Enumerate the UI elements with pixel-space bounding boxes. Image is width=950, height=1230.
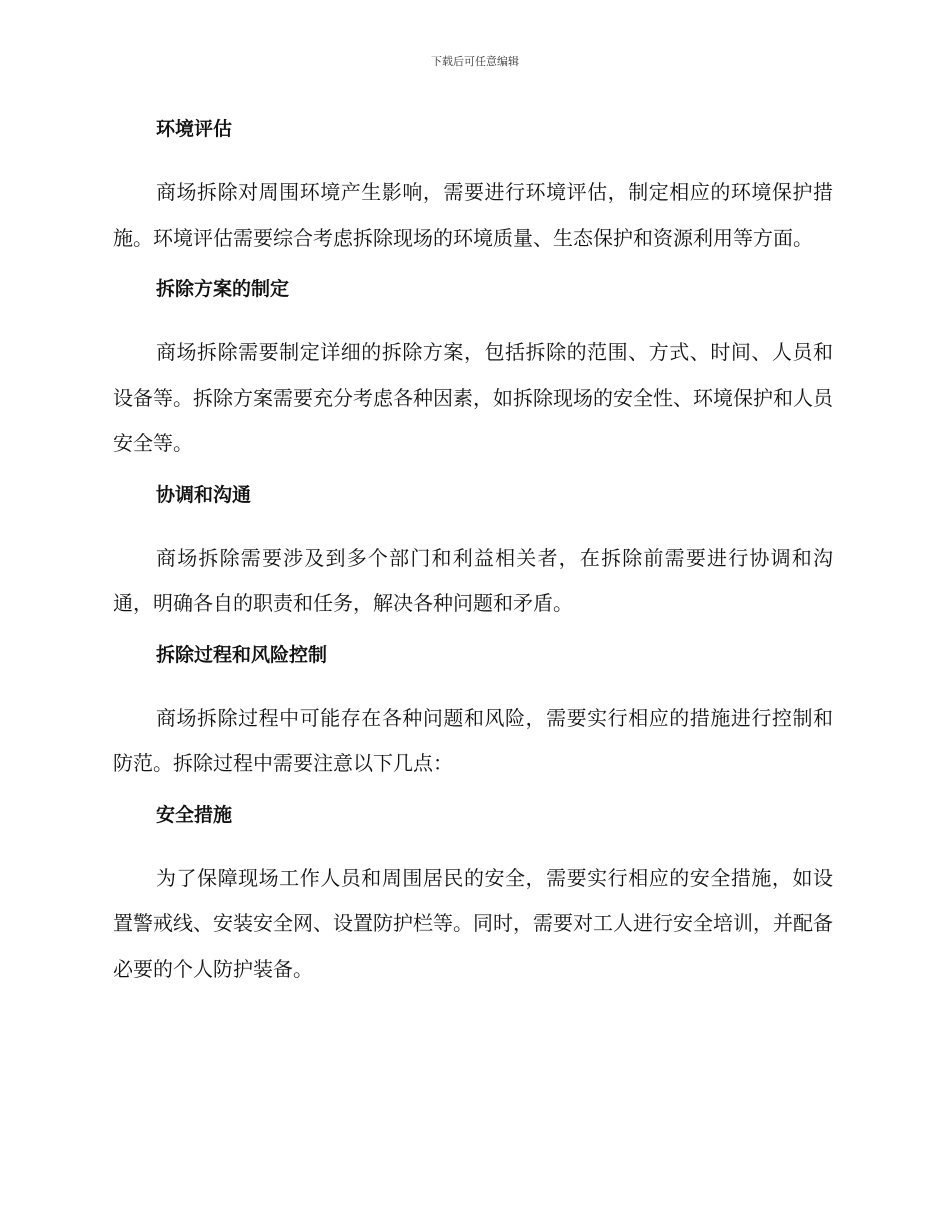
header-note: 下载后可任意编辑 (431, 55, 519, 68)
section-paragraph-environment-assessment: 商场拆除对周围环境产生影响，需要进行环境评估，制定相应的环境保护措施。环境评估需要综合考虑拆除现场的环境质量、生态保护和资源利用等方面。 (113, 180, 833, 250)
document-body (113, 113, 833, 1004)
section-heading-safety-measures: 安全措施 (156, 803, 233, 826)
section-paragraph-risk-control: 商场拆除过程中可能存在各种问题和风险，需要实行相应的措施进行控制和防范。拆除过程中需要注意以下几点： (113, 705, 833, 775)
page-header (0, 54, 950, 70)
section-heading-coordination: 协调和沟通 (156, 483, 252, 506)
section-heading-demolition-plan: 拆除方案的制定 (156, 278, 290, 300)
section-paragraph-safety-measures: 为了保障现场工作人员和周围居民的安全，需要实行相应的安全措施，如设置警戒线、安装安全网、设置防护栏等。同时，需要对工人进行安全培训，并配备必要的个人防护装备。 (113, 865, 833, 981)
section-paragraph-coordination: 商场拆除需要涉及到多个部门和利益相关者，在拆除前需要进行协调和沟通，明确各自的职责和任务，解决各种问题和矛盾。 (113, 545, 833, 615)
section-heading-risk-control: 拆除过程和风险控制 (156, 643, 328, 666)
section-heading-environment-assessment: 环境评估 (156, 118, 233, 140)
section-paragraph-demolition-plan: 商场拆除需要制定详细的拆除方案，包括拆除的范围、方式、时间、人员和设备等。拆除方案需要充分考虑各种因素，如拆除现场的安全性、环境保护和人员安全等。 (113, 340, 833, 455)
